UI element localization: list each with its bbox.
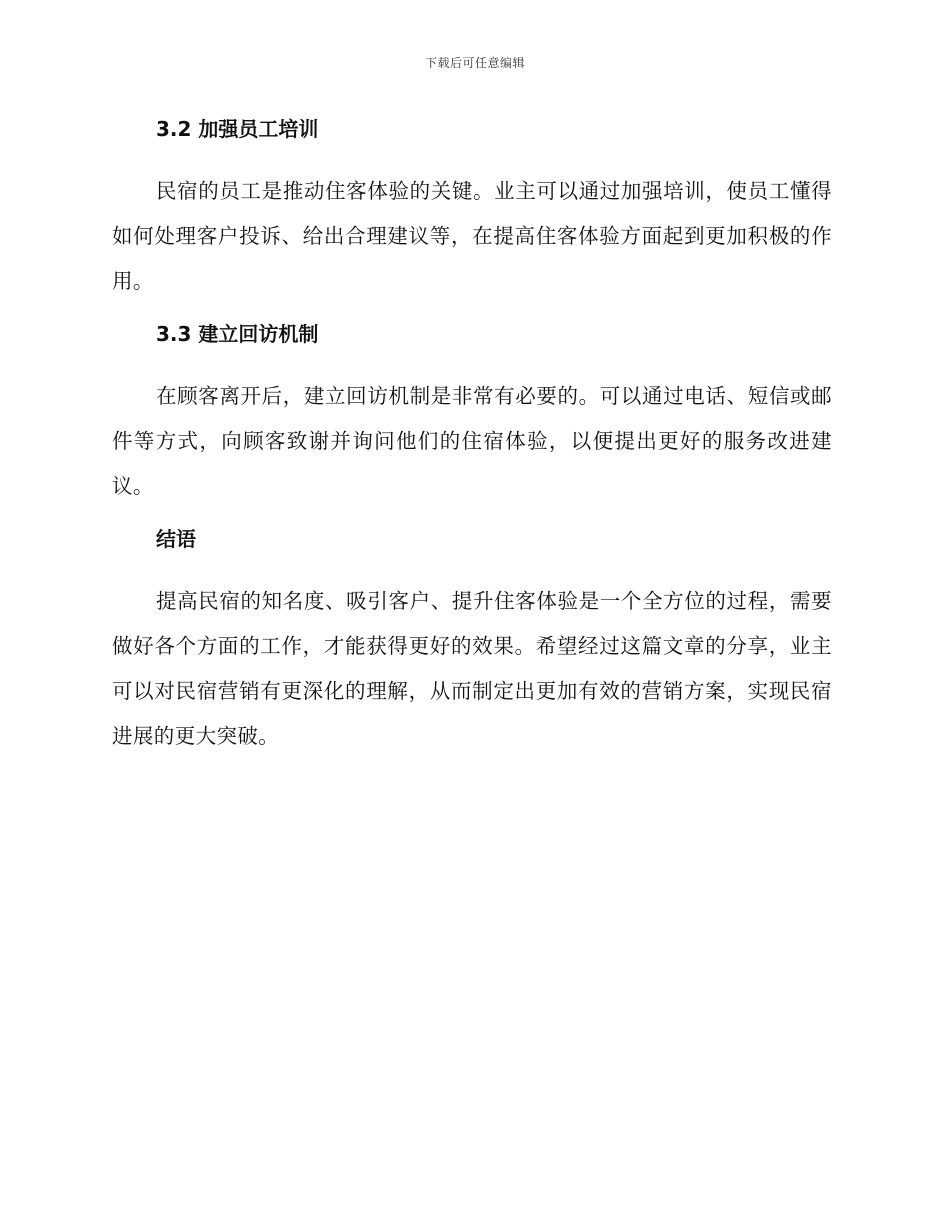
section-heading-conclusion: 结语 [156,527,196,551]
page-header: 下载后可任意编辑 [424,56,525,70]
section-paragraph-3-2: 民宿的员工是推动住客体验的关键。业主可以通过加强培训，使员工懂得如何处理客户投诉、给出合理建议等，在提高住客体验方面起到更加积极的作用。 [112,179,832,293]
section-heading-3-3: 3.3 建立回访机制 [156,322,319,346]
section-paragraph-3-3: 在顾客离开后，建立回访机制是非常有必要的。可以通过电话、短信或邮件等方式，向顾客致谢并询问他们的住宿体验，以便提出更好的服务改进建议。 [112,384,832,498]
document-body [112,113,832,759]
section-heading-3-2: 3.2 加强员工培训 [156,117,319,141]
section-paragraph-conclusion: 提高民宿的知名度、吸引客户、提升住客体验是一个全方位的过程，需要做好各个方面的工作，才能获得更好的效果。希望经过这篇文章的分享，业主可以对民宿营销有更深化的理解，从而制定出更加有效的营销方案，实现民宿进展的更大突破。 [112,589,832,748]
